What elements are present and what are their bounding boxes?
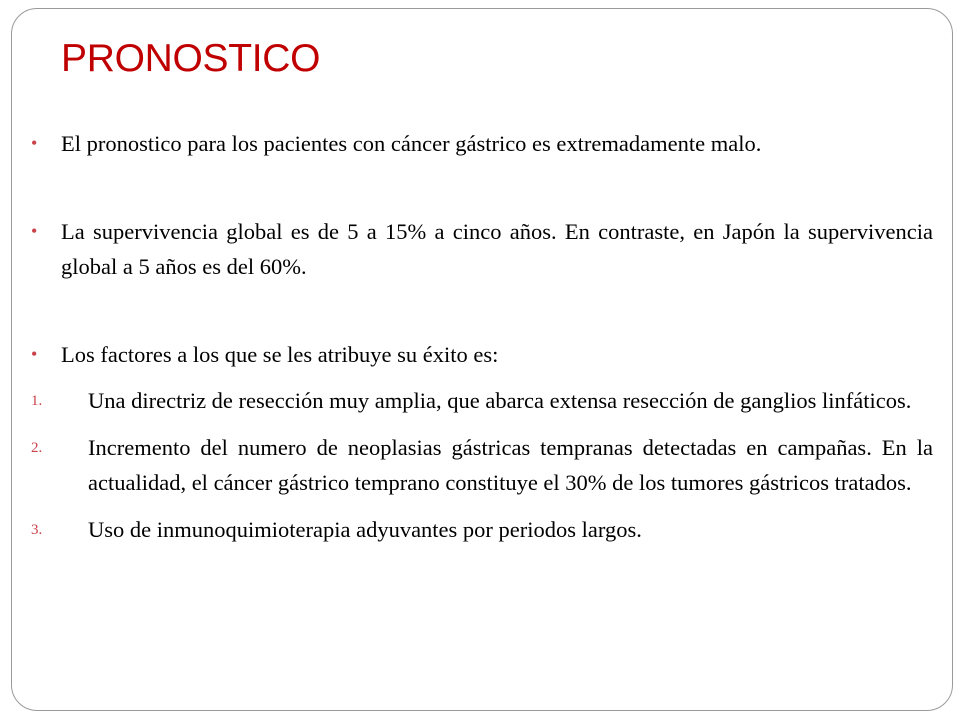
bullet-item-factors [30, 337, 933, 372]
numbered-marker: 1. [31, 393, 43, 409]
numbered-item-early-detection [30, 430, 933, 500]
numbered-text: Incremento del numero de neoplasias gástricas tempranas detectadas en campañas. En la actualidad, el cáncer gástrico temprano constituye el 30% de los tumores gástricos tratados. [88, 435, 933, 495]
numbered-marker: 2. [31, 440, 43, 456]
numbered-text: Uso de inmunoquimioterapia adyuvantes por periodos largos. [88, 517, 642, 542]
numbered-item-resection [30, 383, 933, 418]
numbered-marker: 3. [31, 522, 43, 538]
slide-title: PRONOSTICO [61, 37, 321, 80]
slide-content [30, 126, 933, 547]
bullet-item-prognosis [30, 126, 933, 161]
bullet-marker: • [31, 133, 38, 153]
bullet-marker: • [31, 221, 38, 241]
numbered-item-immunochemotherapy [30, 512, 933, 547]
numbered-text: Una directriz de resección muy amplia, que abarca extensa resección de ganglios linfáticos. [88, 388, 912, 413]
bullet-text: El pronostico para los pacientes con cáncer gástrico es extremadamente malo. [61, 131, 762, 156]
bullet-text: Los factores a los que se les atribuye su éxito es: [61, 342, 499, 367]
bullet-item-survival [30, 214, 933, 284]
bullet-text: La supervivencia global es de 5 a 15% a cinco años. En contraste, en Japón la supervivencia global a 5 años es del 60%. [61, 219, 933, 279]
bullet-marker: • [31, 344, 38, 364]
